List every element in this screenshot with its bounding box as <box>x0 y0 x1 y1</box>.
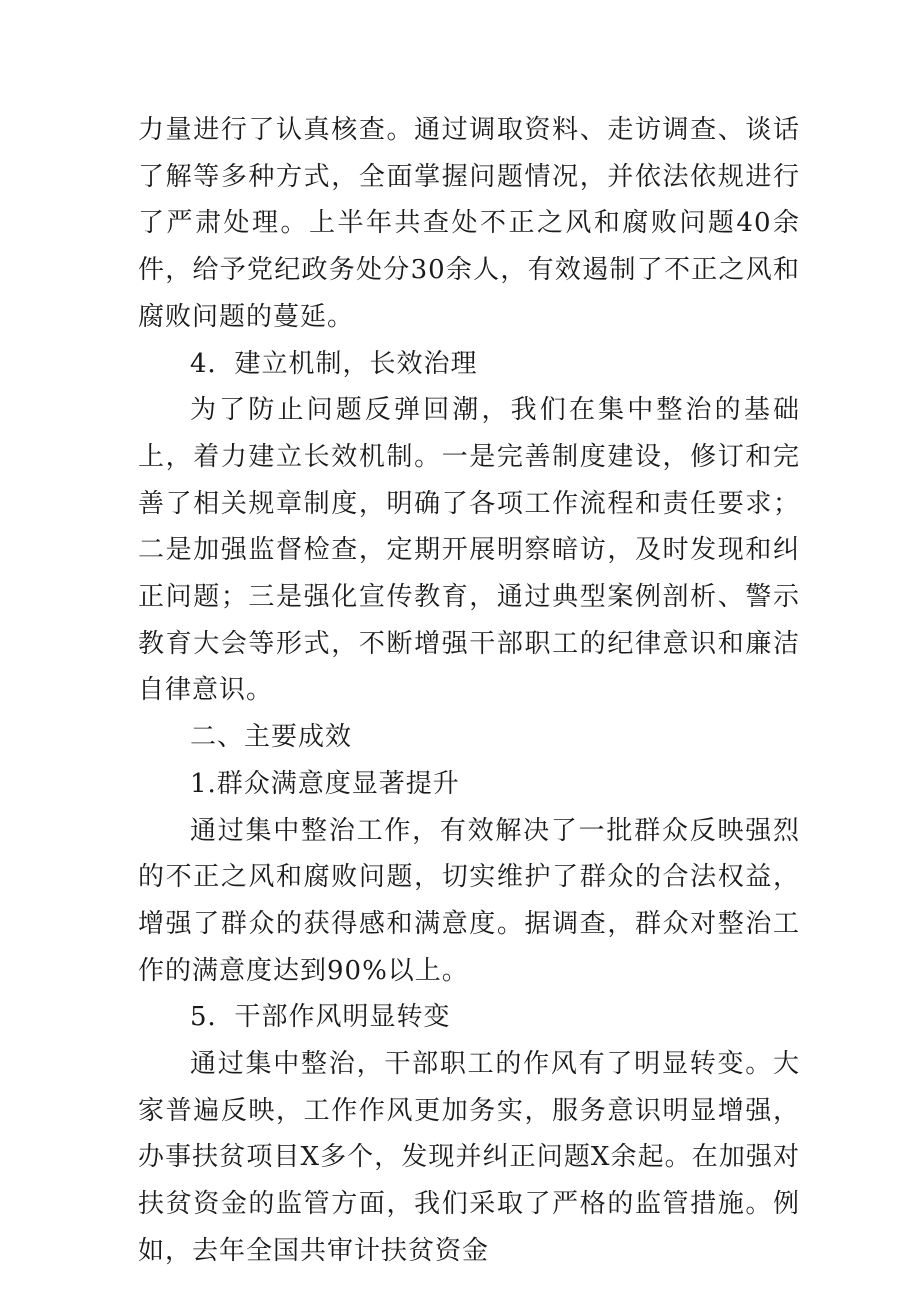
heading-main-results: 二、主要成效 <box>190 722 353 753</box>
heading-satisfaction-improved: 1.群众满意度显著提升 <box>190 768 460 799</box>
paragraph-long-term-mechanism: 为了防止问题反弹回潮，我们在集中整治的基础上，着力建立长效机制。一是完善制度建设，修订和完善了相关规章制度，明确了各项工作流程和责任要求；二是加强监督检查，定期开展明察暗访，及时发现和纠正问题；三是强化宣传教育，通过典型案例剖析、警示教育大会等形式，不断增强干部职工的纪律意识和廉洁自律意识。 <box>138 395 800 706</box>
heading-establish-mechanism: 4．建立机制，长效治理 <box>190 348 478 379</box>
document-body <box>138 107 800 1275</box>
paragraph-continued-verification: 力量进行了认真核查。通过调取资料、走访调查、谈话了解等多种方式，全面掌握问题情况，并依法依规进行了严肃处理。上半年共查处不正之风和腐败问题40余件，给予党纪政务处分30余人，有效遏制了不正之风和腐败问题的蔓延。 <box>138 115 800 332</box>
paragraph-satisfaction: 通过集中整治工作，有效解决了一批群众反映强烈的不正之风和腐败问题，切实维护了群众的合法权益，增强了群众的获得感和满意度。据调查，群众对整治工作的满意度达到90%以上。 <box>138 815 800 986</box>
paragraph-cadre-style: 通过集中整治，干部职工的作风有了明显转变。大家普遍反映，工作作风更加务实，服务意识明显增强，办事扶贫项目X多个，发现并纠正问题X余起。在加强对扶贫资金的监管方面，我们采取了严格的监管措施。例如，去年全国共审计扶贫资金 <box>138 1049 800 1266</box>
heading-cadre-style-change: 5．干部作风明显转变 <box>190 1002 451 1033</box>
